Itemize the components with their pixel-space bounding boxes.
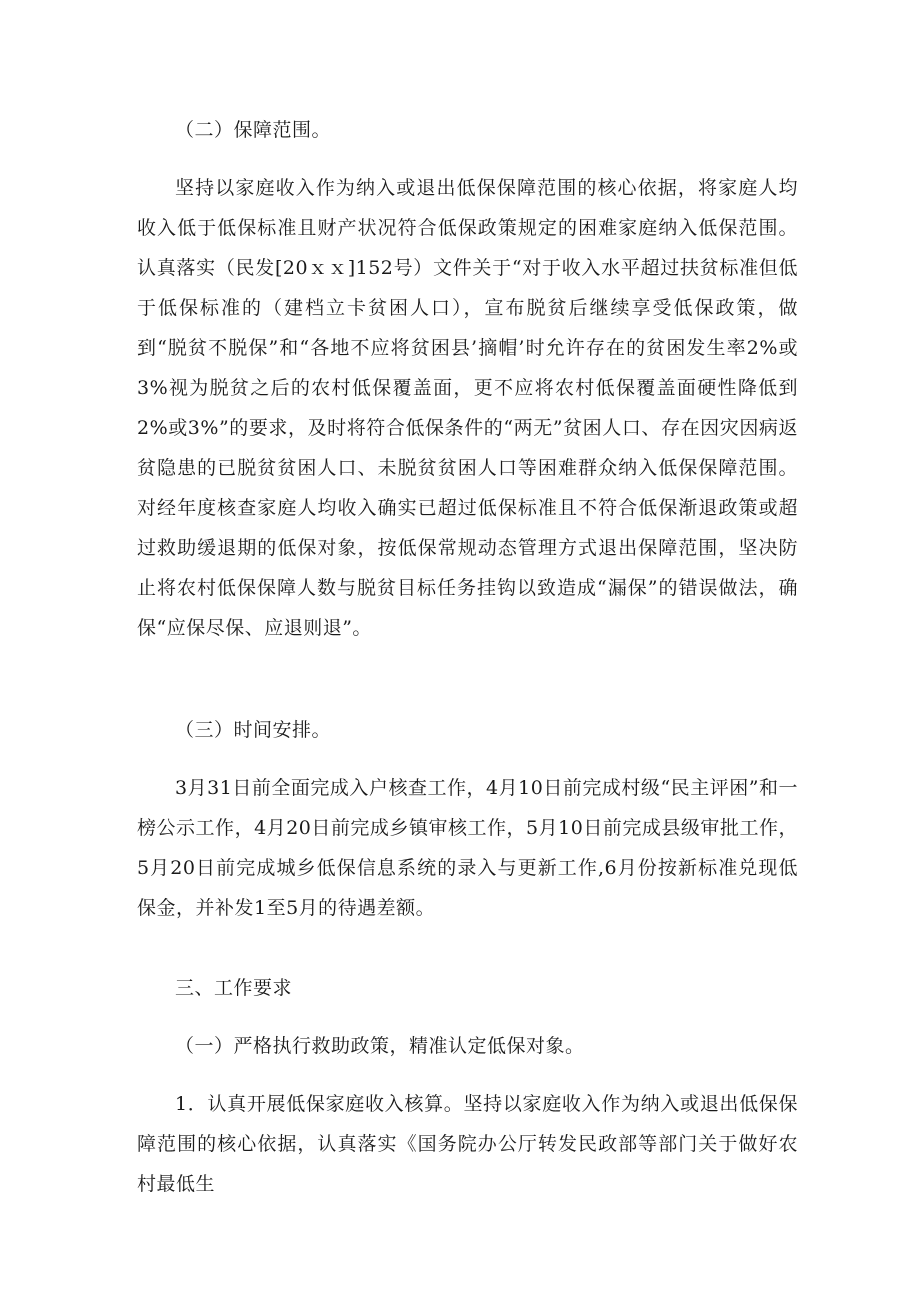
section-3-1-heading: （一）严格执行救助政策，精准认定低保对象。 xyxy=(175,1035,585,1057)
section-2-3-body: 3月31日前全面完成入户核查工作，4月10日前完成村级“民主评困”和一榜公示工作，4月20日前完成乡镇审核工作，5月10日前完成县级审批工作，5月20日前完成城乡低保信息系统的录入与更新工作,6月份按新标准兑现低保金，并补发1至5月的待遇差额。 xyxy=(137,777,798,919)
section-3-1-item-1: 1．认真开展低保家庭收入核算。坚持以家庭收入作为纳入或退出低保保障范围的核心依据，认真落实《国务院办公厅转发民政部等部门关于做好农村最低生 xyxy=(137,1093,798,1195)
section-2-2-heading: （二）保障范围。 xyxy=(175,119,332,141)
section-2-3-heading: （三）时间安排。 xyxy=(175,719,332,741)
section-2-2-body: 坚持以家庭收入作为纳入或退出低保保障范围的核心依据，将家庭人均收入低于低保标准且财产状况符合低保政策规定的困难家庭纳入低保范围。认真落实（民发[20ｘｘ]152号）文件关于“对于收入水平超过扶贫标准但低于低保标准的（建档立卡贫困人口），宣布脱贫后继续享受低保政策，做到“脱贫不脱保”和“各地不应将贫困县’摘帽’时允许存在的贫困发生率2%或3%视为脱贫之后的农村低保覆盖面，更不应将农村低保覆盖面硬性降低到2%或3%”的要求，及时将符合低保条件的“两无”贫困人口、存在因灾因病返贫隐患的已脱贫贫困人口、未脱贫贫困人口等困难群众纳入低保保障范围。对经年度核查家庭人均收入确实已超过低保标准且不符合低保渐退政策或超过救助缓退期的低保对象，按低保常规动态管理方式退出保障范围，坚决防止将农村低保保障人数与脱贫目标任务挂钩以致造成“漏保”的错误做法，确保“应保尽保、应退则退”。 xyxy=(137,177,798,639)
section-3-heading: 三、工作要求 xyxy=(175,977,293,999)
